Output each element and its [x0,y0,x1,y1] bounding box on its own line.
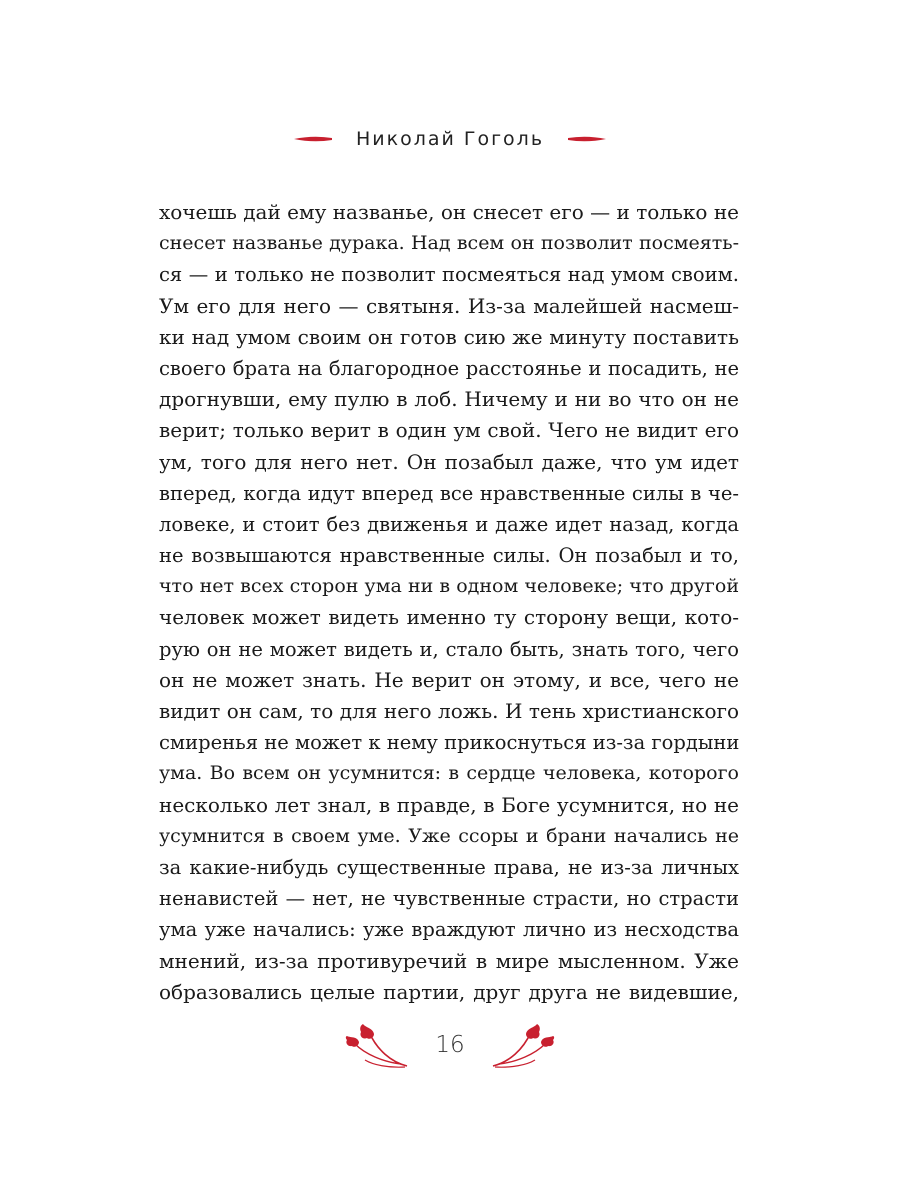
red-dash-icon [568,135,606,143]
page-footer [0,1022,900,1068]
text-line: мнений, из-за противуречий в мире мысленном. Уже [159,948,739,973]
body-text [159,197,739,1008]
text-line: верит; только верит в один ум свой. Чего не видит его [159,418,739,443]
text-line: ума. Во всем он усумнится: в сердце человека, которого [159,762,739,785]
text-line: не возвышаются нравственные силы. Он позабыл и то, [159,544,739,568]
text-line: что нет всех сторон ума ни в одном человеке; что другой [159,575,739,598]
page-number: 16 [435,1032,465,1058]
tulip-sprig-left-icon [343,1022,409,1068]
text-line: усумнится в своем уме. Уже ссоры и брани начались не [159,824,739,847]
text-line: своего брата на благородное расстоянье и посадить, не [159,356,739,380]
text-line: ненавистей — нет, не чувственные страсти, но страсти [159,887,739,911]
tulip-sprig-right-icon [491,1022,557,1068]
author-name: Николай Гоголь [355,128,545,150]
text-line: образовались целые партии, друг друга не видевшие, [159,979,739,1004]
text-line: хочешь дай ему названье, он снесет его — и только не [159,200,739,224]
text-line: ума уже начались: уже враждуют лично из несходства [159,918,739,942]
text-line: ки над умом своим он готов сию же минуту поставить [159,324,739,349]
text-line: рую он не может видеть и, стало быть, знать того, чего [159,637,739,661]
text-line: ловеке, и стоит без движенья и даже идет назад, когда [159,512,739,536]
text-line: снесет названье дурака. Над всем он позволит посмеять- [159,232,739,255]
text-line: ся — и только не позволит посмеяться над умом своим. [159,263,739,287]
text-line: он не может знать. Не верит он этому, и все, чего не [159,667,739,692]
text-line: смиренья не может к нему прикоснуться из-за гордыни [159,731,740,755]
text-line: несколько лет знал, в правде, в Боге усумнится, но не [159,792,739,817]
text-line: человек может видеть именно ту сторону вещи, кото- [159,605,739,630]
text-line: ум, того для него нет. Он позабыл даже, что ум идет [159,449,739,474]
running-header [0,128,900,150]
text-line: за какие-нибудь существенные права, не из-за личных [159,855,739,879]
text-line: вперед, когда идут вперед все нравственные силы в че- [159,481,739,505]
text-line: дрогнувши, ему пулю в лоб. Ничему и ни во что он не [159,387,739,412]
red-dash-icon [294,135,332,143]
text-line: видит он сам, то для него ложь. И тень христианского [159,699,739,723]
text-line: Ум его для него — святыня. Из-за малейшей насмеш- [159,293,739,318]
